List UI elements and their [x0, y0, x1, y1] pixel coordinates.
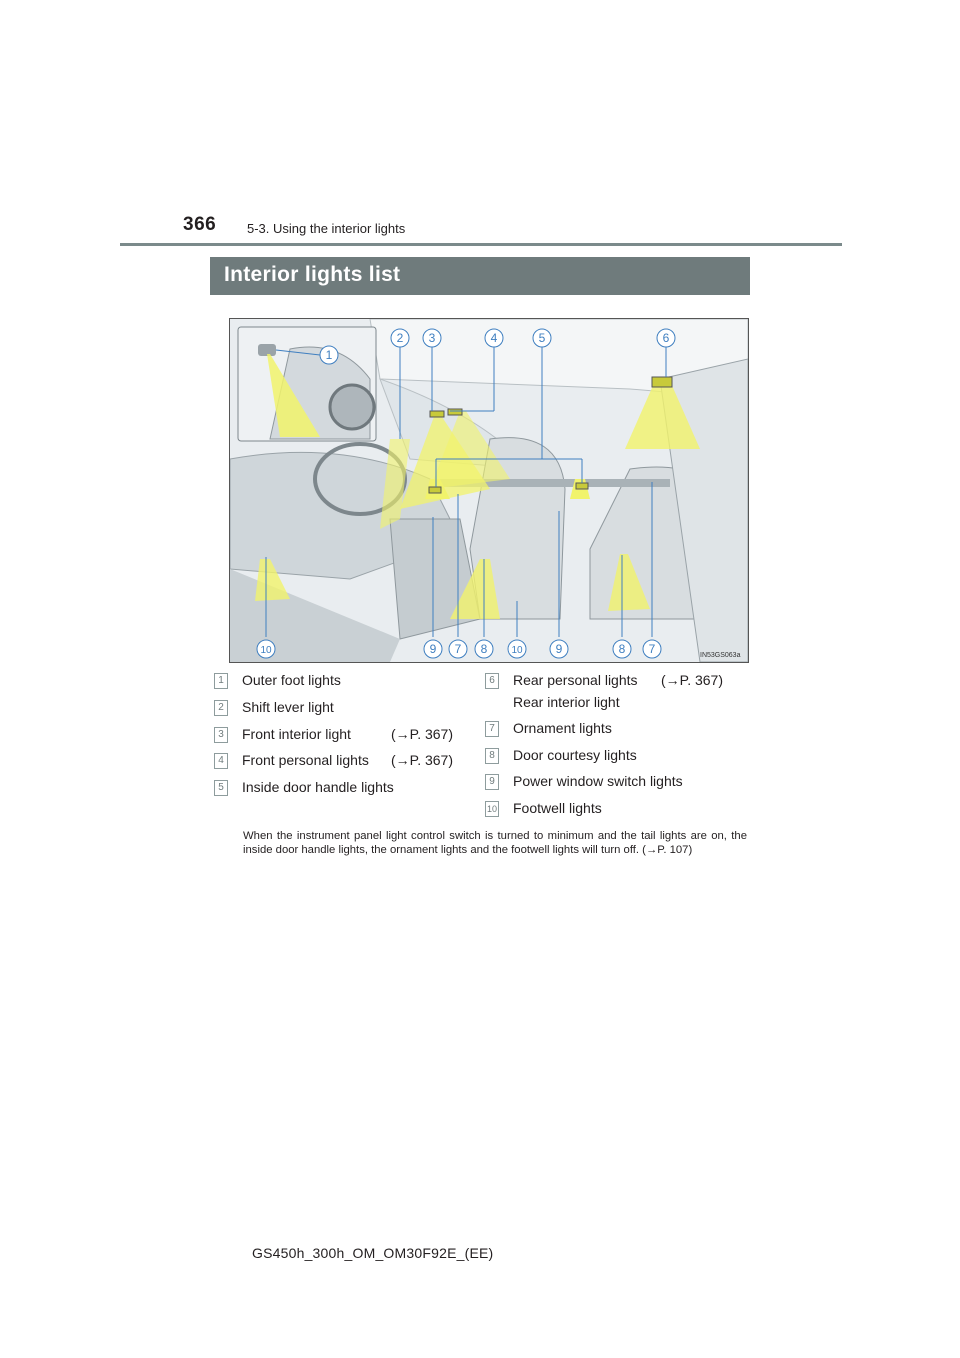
- list-item: [485, 720, 745, 740]
- title-banner: [210, 257, 750, 295]
- list-item: [214, 726, 474, 746]
- page-reference: (→P. 367): [391, 726, 453, 742]
- section-title: 5-3. Using the interior lights: [247, 221, 406, 236]
- callout-label: 4: [490, 331, 498, 345]
- item-label: Inside door handle lights: [242, 779, 394, 795]
- callout-label: 10: [511, 645, 523, 656]
- item-number-badge: 9: [485, 774, 499, 790]
- item-label: Shift lever light: [242, 699, 334, 715]
- item-number-badge: 1: [214, 673, 228, 689]
- banner-title: Interior lights list: [224, 263, 401, 286]
- list-item: [214, 752, 474, 772]
- list-item: [214, 699, 474, 719]
- header-rule: [120, 243, 842, 246]
- callout-label: 2: [396, 331, 404, 345]
- page-reference: (→P. 367): [391, 752, 453, 768]
- item-number-badge: 6: [485, 673, 499, 689]
- item-label: Footwell lights: [513, 800, 602, 816]
- callout-label: 5: [538, 331, 546, 345]
- item-label: Outer foot lights: [242, 672, 341, 688]
- car-interior-drawing: [230, 319, 748, 662]
- list-item: [485, 694, 745, 714]
- item-label: Rear personal lights: [513, 672, 638, 688]
- item-number-badge: 10: [485, 801, 499, 817]
- callout-label: 8: [618, 642, 626, 656]
- callout-label: 3: [428, 331, 436, 345]
- item-label: Front interior light: [242, 726, 351, 742]
- lights-list-right: [485, 672, 745, 822]
- callout-label: 8: [480, 642, 488, 656]
- item-label: Front personal lights: [242, 752, 369, 768]
- callout-label: 10: [260, 645, 272, 656]
- item-number-badge: 4: [214, 753, 228, 769]
- item-number-badge: 7: [485, 721, 499, 737]
- item-label: Power window switch lights: [513, 773, 683, 789]
- callout-label: 1: [325, 348, 333, 362]
- item-label: Ornament lights: [513, 720, 612, 736]
- item-number-badge: 2: [214, 700, 228, 716]
- page-number: 366: [183, 214, 217, 235]
- interior-lights-illustration: [229, 318, 749, 663]
- item-label-secondary: Rear interior light: [513, 694, 620, 710]
- note-text: When the instrument panel light control switch is turned to minimum and the tail lights are on, the inside door handle lights, the ornament lights and the footwell lights will turn off. (→P. 107): [243, 830, 747, 856]
- list-item: [214, 779, 474, 799]
- list-item: [485, 747, 745, 767]
- callout-label: 9: [555, 642, 563, 656]
- list-item: [214, 672, 474, 692]
- list-item: [485, 672, 745, 692]
- item-number-badge: 8: [485, 748, 499, 764]
- callout-label: 6: [662, 331, 670, 345]
- callout-label: 7: [454, 642, 462, 656]
- footer-doc-code: GS450h_300h_OM_OM30F92E_(EE): [252, 1245, 494, 1261]
- lights-list-left: [214, 672, 474, 812]
- page-reference: (→P. 367): [661, 672, 723, 688]
- list-item: [485, 800, 745, 820]
- figure-code: IN53GS063a: [700, 652, 741, 659]
- callout-label: 9: [429, 642, 437, 656]
- item-label: Door courtesy lights: [513, 747, 637, 763]
- item-number-badge: 3: [214, 727, 228, 743]
- list-item: [485, 773, 745, 793]
- callout-label: 7: [648, 642, 656, 656]
- item-number-badge: 5: [214, 780, 228, 796]
